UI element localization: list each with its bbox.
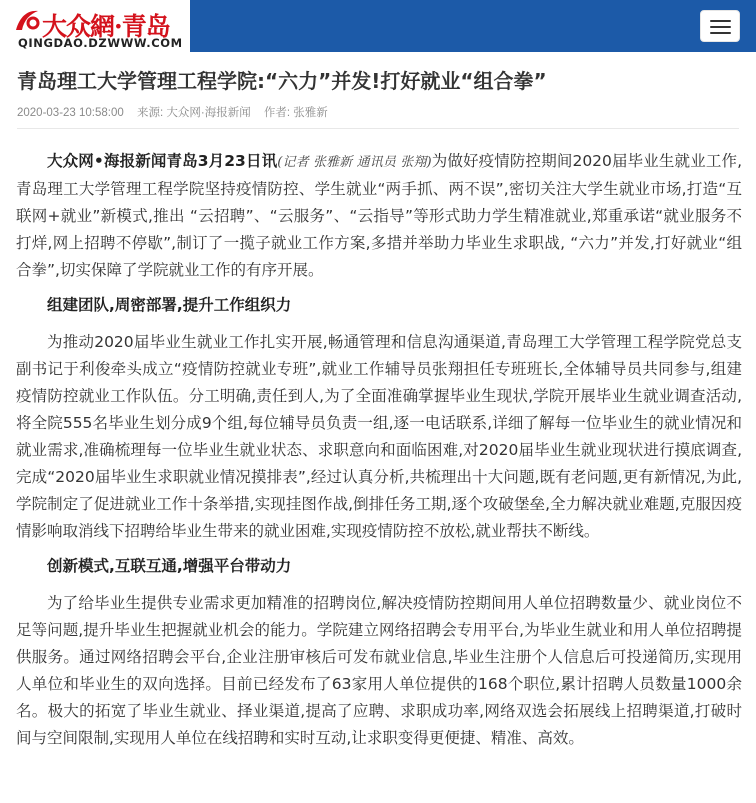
site-header	[0, 0, 756, 52]
logo-text: 大众網·青岛	[42, 12, 170, 41]
logo-domain: QINGDAO.DZWWW.COM	[18, 36, 183, 50]
section-heading: 组建团队,周密部署,提升工作组织力	[47, 296, 292, 314]
lead-paragraph	[16, 148, 742, 284]
publish-datetime: 2020-03-23 10:58:00	[17, 107, 124, 119]
article-author: 作者: 张雅新	[263, 107, 328, 119]
article-body	[16, 148, 742, 760]
hamburger-menu-icon	[710, 20, 731, 22]
dateline: 大众网•海报新闻青岛3月23日讯	[47, 152, 278, 170]
lead-text: 为做好疫情防控期间2020届毕业生就业工作,青岛理工大学管理工程学院坚持疫情防控、学生就业“两手抓、两不误”,密切关注大学生就业市场,打造“互联网+就业”新模式,推出 “云招聘”、“云服务”、“云指导”等形式助力学生精准就业,郑重承诺“就业服务不打烊,网上招聘不停歇”,制订了一揽子就业工作方案,多措并举助力毕业生求职战, “六力”并发,打好就业“组合拳”,切实保障了学院就业工作的有序开展。	[16, 152, 743, 279]
article-meta	[17, 104, 328, 120]
body-paragraph: 为推动2020届毕业生就业工作扎实开展,畅通管理和信息沟通渠道,青岛理工大学管理工程学院党总支副书记于利俊牵头成立“疫情防控就业专班”,就业工作辅导员张翔担任专班班长,全体辅导员共同参与,组建疫情防控就业工作队伍。分工明确,责任到人,为了全面准确掌握毕业生现状,学院开展毕业生就业调查活动,将全院555名毕业生划分成9个组,每位辅导员负责一组,逐一电话联系,详细了解每一位毕业生的就业情况和就业需求,准确梳理每一位毕业生就业状态、求职意向和面临困难,对2020届毕业生就业现状进行摸底调查,完成“2020届毕业生求职就业情况摸排表”,经过认真分析,共梳理出十大问题,既有老问题,更有新情况,为此,学院制定了促进就业工作十条举措,实现挂图作战,倒排任务工期,逐个攻破堡垒,全力解决就业难题,克服因疫情影响取消线下招聘给毕业生带来的就业困难,实现疫情防控不放松,就业帮扶不断线。	[16, 333, 742, 540]
divider	[17, 128, 739, 129]
article-title: 青岛理工大学管理工程学院:“六力”并发!打好就业“组合拳”	[17, 69, 547, 93]
section-heading: 创新模式,互联互通,增强平台带动力	[47, 557, 292, 575]
article-source: 来源: 大众网·海报新闻	[137, 107, 251, 119]
menu-toggle-button[interactable]	[700, 10, 740, 42]
logo-swoosh-icon	[14, 8, 40, 34]
body-paragraph: 为了给毕业生提供专业需求更加精准的招聘岗位,解决疫情防控期间用人单位招聘数量少、就业岗位不足等问题,提升毕业生把握就业机会的能力。学院建立网络招聘会专用平台,为毕业生就业和用人单位招聘提供服务。通过网络招聘会平台,企业注册审核后可发布就业信息,毕业生注册个人信息后可投递简历,实现用人单位和毕业生的双向选择。目前已经发布了63家用人单位提供的168个职位,累计招聘人员数量1000余名。极大的拓宽了毕业生就业、择业渠道,提高了应聘、求职成功率,网络双选会拓展线上招聘渠道,打破时间与空间限制,实现用人单位在线招聘和实时互动,让求职变得更便捷、精准、高效。	[16, 594, 742, 747]
site-logo[interactable]	[12, 5, 188, 49]
byline: (记者 张雅新 通讯员 张翔)	[277, 155, 432, 170]
